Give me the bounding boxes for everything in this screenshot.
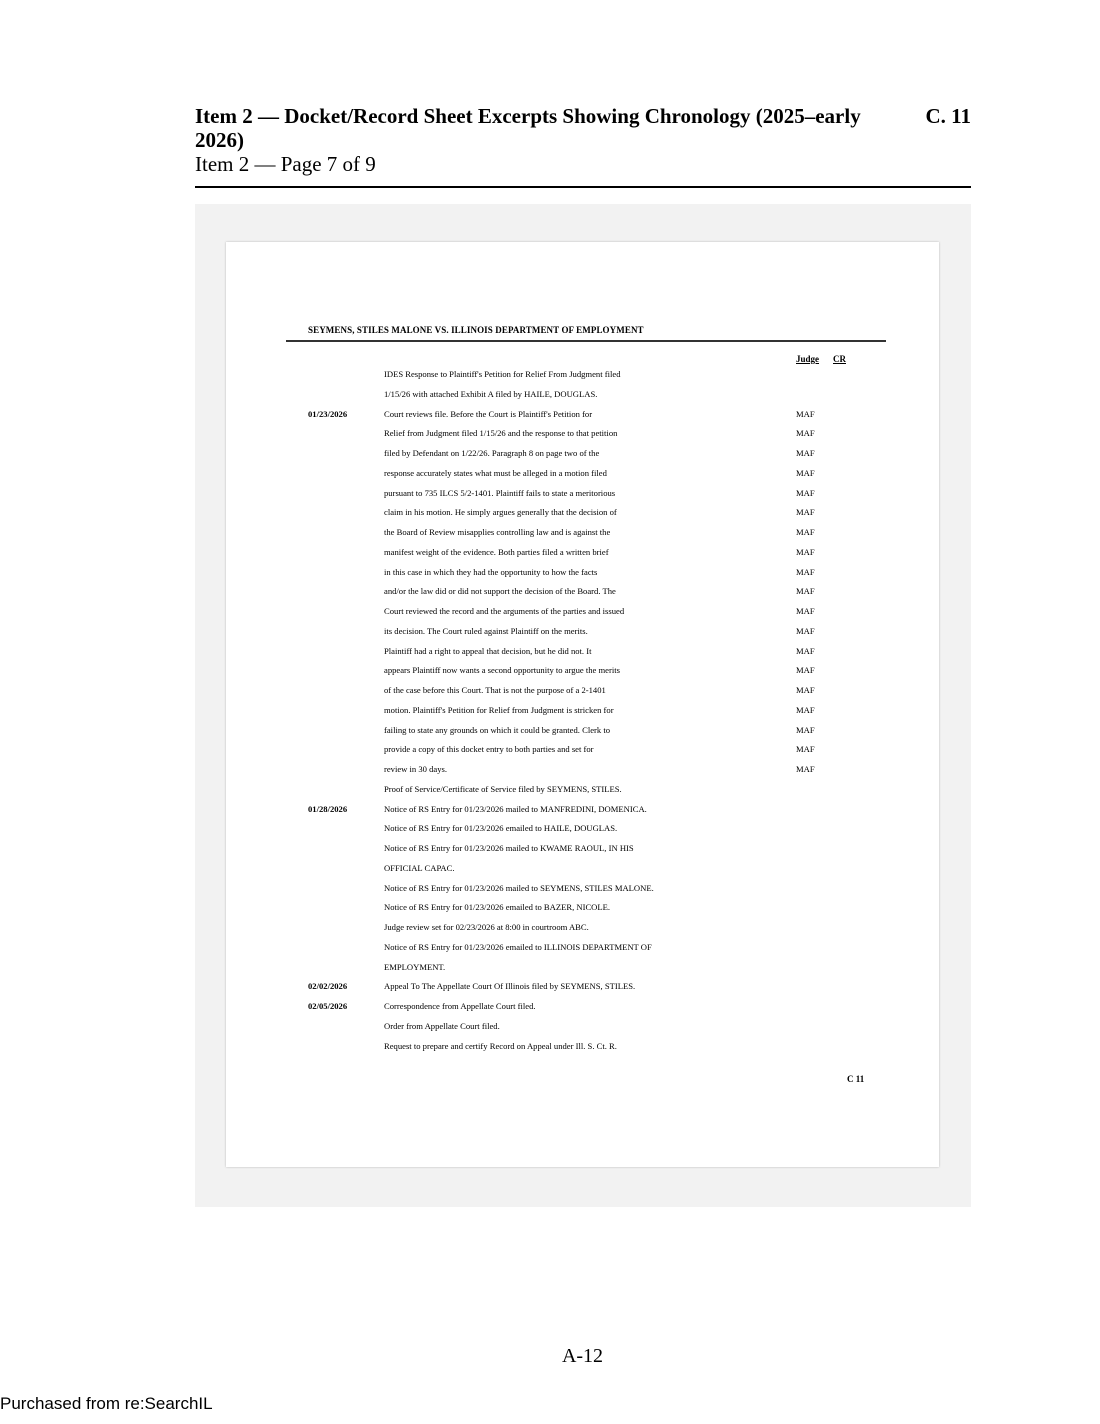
entry-text: Plaintiff had a right to appeal that decision, but he did not. It [384, 645, 592, 656]
entry-judge: MAF [796, 645, 815, 656]
entry-text: Notice of RS Entry for 01/23/2026 emailed to ILLINOIS DEPARTMENT OF [384, 941, 652, 952]
entry-text: its decision. The Court ruled against Plaintiff on the merits. [384, 625, 588, 636]
docket-row [226, 939, 939, 959]
docket-row [226, 465, 939, 485]
docket-row [226, 919, 939, 939]
entry-date: 02/02/2026 [308, 981, 348, 992]
docket-row [226, 702, 939, 722]
entry-text: OFFICIAL CAPAC. [384, 862, 455, 873]
entry-text: Request to prepare and certify Record on Appeal under Ill. S. Ct. R. [384, 1040, 617, 1051]
entry-text: review in 30 days. [384, 764, 448, 774]
entry-date: 02/05/2026 [308, 1001, 348, 1011]
docket-row [226, 801, 939, 821]
entry-text: manifest weight of the evidence. Both parties filed a written brief [384, 546, 609, 557]
entry-text: and/or the law did or did not support the decision of the Board. The [384, 586, 616, 597]
docket-row [226, 504, 939, 524]
entry-text: Proof of Service/Certificate of Service filed by SEYMENS, STILES. [384, 783, 622, 794]
docket-row [226, 998, 939, 1018]
entry-text: response accurately states what must be alleged in a motion filed [384, 467, 607, 478]
docket-entries [226, 366, 939, 1057]
entry-text: EMPLOYMENT. [384, 961, 446, 972]
entry-text: Appeal To The Appellate Court Of Illinois filed by SEYMENS, STILES. [384, 981, 636, 992]
entry-judge: MAF [796, 566, 815, 577]
docket-row [226, 682, 939, 702]
entry-text: of the case before this Court. That is not the purpose of a 2-1401 [384, 685, 606, 695]
entry-text: IDES Response to Plaintiff's Petition for Relief From Judgment filed [384, 369, 621, 379]
entry-judge: MAF [796, 487, 815, 498]
header-divider [195, 186, 971, 188]
entry-date: 01/23/2026 [308, 408, 348, 419]
entry-text: Judge review set for 02/23/2026 at 8:00 in courtroom ABC. [384, 922, 589, 932]
entry-judge: MAF [796, 625, 815, 636]
entry-text: motion. Plaintiff's Petition for Relief from Judgment is stricken for [384, 704, 614, 715]
entry-text: Court reviews file. Before the Court is Plaintiff's Petition for [384, 408, 593, 419]
entry-text: provide a copy of this docket entry to both parties and set for [384, 744, 594, 755]
entry-judge: MAF [796, 665, 815, 676]
docket-row [226, 662, 939, 682]
docket-row [226, 603, 939, 623]
scanned-image-frame [195, 204, 971, 1207]
entry-text: Correspondence from Appellate Court filed. [384, 1001, 536, 1011]
entry-judge: MAF [796, 408, 815, 419]
document-subtitle: Item 2 — Page 7 of 9 [195, 152, 376, 176]
docket-row [226, 406, 939, 426]
document-title: Item 2 — Docket/Record Sheet Excerpts Showing Chronology (2025–early 2026) [195, 104, 861, 152]
entry-judge: MAF [796, 448, 815, 458]
docket-row [226, 366, 939, 386]
docket-row [226, 623, 939, 643]
entry-text: filed by Defendant on 1/22/26. Paragraph 8 on page two of the [384, 448, 600, 458]
cr-column-header: CR [833, 354, 846, 364]
case-title: SEYMENS, STILES MALONE VS. ILLINOIS DEPARTMENT OF EMPLOYMENT [308, 325, 644, 335]
docket-row [226, 820, 939, 840]
judge-column-header: Judge [796, 354, 820, 364]
record-page-code: C. 11 [925, 104, 971, 128]
entry-text: failing to state any grounds on which it could be granted. Clerk to [384, 724, 611, 735]
entry-text: the Board of Review misapplies controlling law and is against the [384, 527, 611, 537]
docket-row [226, 1038, 939, 1058]
docket-row [226, 978, 939, 998]
docket-row [226, 959, 939, 979]
entry-judge: MAF [796, 704, 815, 715]
entry-text: 1/15/26 with attached Exhibit A filed by HAILE, DOUGLAS. [384, 388, 598, 399]
docket-row [226, 643, 939, 663]
entry-text: Relief from Judgment filed 1/15/26 and the response to that petition [384, 428, 618, 439]
scanned-docket-page [226, 242, 939, 1167]
docket-row [226, 722, 939, 742]
docket-row [226, 840, 939, 860]
docket-row [226, 899, 939, 919]
scan-page-code: C 11 [847, 1074, 865, 1084]
docket-row [226, 544, 939, 564]
docket-row [226, 524, 939, 544]
entry-judge: MAF [796, 744, 815, 755]
entry-text: appears Plaintiff now wants a second opportunity to argue the merits [384, 665, 620, 676]
entry-judge: MAF [796, 507, 815, 518]
docket-row [226, 386, 939, 406]
entry-text: Notice of RS Entry for 01/23/2026 mailed to MANFREDINI, DOMENICA. [384, 803, 647, 814]
docket-row [226, 1018, 939, 1038]
entry-text: Order from Appellate Court filed. [384, 1020, 500, 1031]
page-number: A-12 [561, 1345, 604, 1367]
docket-row [226, 860, 939, 880]
entry-text: Notice of RS Entry for 01/23/2026 mailed to SEYMENS, STILES MALONE. [384, 882, 654, 893]
docket-row [226, 583, 939, 603]
entry-judge: MAF [796, 428, 815, 439]
entry-judge: MAF [796, 527, 815, 537]
docket-row [226, 761, 939, 781]
entry-text: Notice of RS Entry for 01/23/2026 emailed to BAZER, NICOLE. [384, 902, 611, 913]
entry-text: Court reviewed the record and the arguments of the parties and issued [384, 606, 625, 616]
entry-judge: MAF [796, 606, 815, 616]
entry-judge: MAF [796, 586, 815, 597]
purchase-footer: Purchased from re:SearchIL [0, 1394, 213, 1413]
docket-row [226, 425, 939, 445]
docket-row [226, 741, 939, 761]
entry-text: pursuant to 735 ILCS 5/2-1401. Plaintiff fails to state a meritorious [384, 487, 616, 498]
entry-judge: MAF [796, 467, 815, 478]
docket-row [226, 485, 939, 505]
entry-date: 01/28/2026 [308, 803, 348, 814]
entry-judge: MAF [796, 764, 815, 774]
docket-row [226, 564, 939, 584]
entry-text: Notice of RS Entry for 01/23/2026 emailed to HAILE, DOUGLAS. [384, 823, 618, 834]
docket-row [226, 781, 939, 801]
docket-row [226, 445, 939, 465]
entry-judge: MAF [796, 685, 815, 695]
case-title-divider [286, 340, 886, 342]
entry-judge: MAF [796, 724, 815, 735]
entry-text: claim in his motion. He simply argues generally that the decision of [384, 507, 617, 518]
docket-row [226, 880, 939, 900]
entry-text: Notice of RS Entry for 01/23/2026 mailed to KWAME RAOUL, IN HIS [384, 843, 634, 853]
entry-text: in this case in which they had the opportunity to how the facts [384, 566, 598, 577]
entry-judge: MAF [796, 546, 815, 557]
document-header [195, 104, 971, 176]
